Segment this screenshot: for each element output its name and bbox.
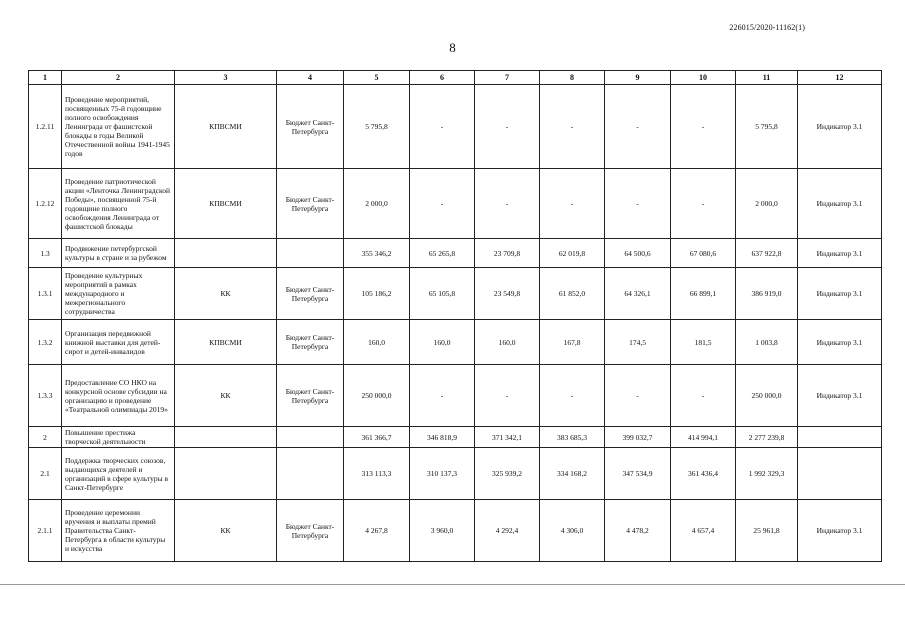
row-value-11: 25 961,8 — [736, 500, 798, 562]
row-value-9: 64 500,6 — [605, 239, 671, 268]
row-value-10: - — [671, 365, 736, 427]
column-header: 10 — [671, 71, 736, 85]
row-value-8: 4 306,0 — [540, 500, 605, 562]
row-executor: КПВСМИ — [175, 85, 277, 169]
row-value-5: 105 186,2 — [344, 268, 410, 320]
scan-fold-line — [0, 584, 905, 586]
row-code: 1.2.12 — [29, 169, 62, 239]
row-value-5: 160,0 — [344, 320, 410, 365]
table-row — [29, 365, 882, 427]
column-header: 9 — [605, 71, 671, 85]
row-value-7: 160,0 — [475, 320, 540, 365]
row-value-10: - — [671, 169, 736, 239]
row-value-6: 3 960,0 — [410, 500, 475, 562]
row-value-6: 346 818,9 — [410, 427, 475, 448]
column-header: 8 — [540, 71, 605, 85]
table-row — [29, 320, 882, 365]
row-executor: КК — [175, 500, 277, 562]
row-value-7: 371 342,1 — [475, 427, 540, 448]
row-code: 1.3.1 — [29, 268, 62, 320]
row-value-6: 160,0 — [410, 320, 475, 365]
row-value-7: - — [475, 365, 540, 427]
column-header: 11 — [736, 71, 798, 85]
row-indicator: Индикатор 3.1 — [798, 365, 882, 427]
column-header: 3 — [175, 71, 277, 85]
row-code: 1.3 — [29, 239, 62, 268]
row-indicator: Индикатор 3.1 — [798, 500, 882, 562]
row-value-9: 4 478,2 — [605, 500, 671, 562]
row-name: Поддержка творческих союзов, выдающихся деятелей и организаций в сфере культуры в Санкт-Петербурге — [62, 448, 175, 500]
row-value-10: 361 436,4 — [671, 448, 736, 500]
row-code: 2.1.1 — [29, 500, 62, 562]
column-header: 7 — [475, 71, 540, 85]
row-value-11: 1 992 329,3 — [736, 448, 798, 500]
row-value-8: 334 168,2 — [540, 448, 605, 500]
row-indicator — [798, 427, 882, 448]
row-value-11: 2 000,0 — [736, 169, 798, 239]
row-source: Бюджет Санкт-Петербурга — [277, 268, 344, 320]
row-name: Повышение престижа творческой деятельности — [62, 427, 175, 448]
row-code: 2.1 — [29, 448, 62, 500]
table-row — [29, 169, 882, 239]
row-code: 1.3.3 — [29, 365, 62, 427]
row-value-11: 637 922,8 — [736, 239, 798, 268]
row-value-10: 67 080,6 — [671, 239, 736, 268]
row-value-7: - — [475, 85, 540, 169]
row-executor: КК — [175, 365, 277, 427]
row-code: 1.2.11 — [29, 85, 62, 169]
row-name: Организация передвижной книжной выставки для детей-сирот и детей-инвалидов — [62, 320, 175, 365]
row-value-9: - — [605, 169, 671, 239]
column-header: 5 — [344, 71, 410, 85]
row-code: 1.3.2 — [29, 320, 62, 365]
column-header: 1 — [29, 71, 62, 85]
row-value-7: 23 549,8 — [475, 268, 540, 320]
column-header: 12 — [798, 71, 882, 85]
document-number: 226015/2020-11162(1) — [729, 23, 805, 32]
row-source: Бюджет Санкт-Петербурга — [277, 320, 344, 365]
column-header: 4 — [277, 71, 344, 85]
row-name: Проведение церемонии вручения и выплаты премий Правительства Санкт-Петербурга в области культуры и искусства — [62, 500, 175, 562]
row-value-10: 414 994,1 — [671, 427, 736, 448]
row-value-11: 250 000,0 — [736, 365, 798, 427]
column-header: 6 — [410, 71, 475, 85]
row-value-5: 250 000,0 — [344, 365, 410, 427]
row-name: Предоставление СО НКО на конкурсной основе субсидии на организацию и проведение «Театральной олимпиады 2019» — [62, 365, 175, 427]
row-indicator: Индикатор 3.1 — [798, 320, 882, 365]
budget-table — [28, 70, 882, 562]
row-source: Бюджет Санкт-Петербурга — [277, 500, 344, 562]
row-source — [277, 239, 344, 268]
row-value-11: 2 277 239,8 — [736, 427, 798, 448]
table-row — [29, 427, 882, 448]
row-executor — [175, 448, 277, 500]
row-value-5: 355 346,2 — [344, 239, 410, 268]
row-value-8: 62 019,8 — [540, 239, 605, 268]
row-indicator: Индикатор 3.1 — [798, 85, 882, 169]
row-source: Бюджет Санкт-Петербурга — [277, 169, 344, 239]
column-header: 2 — [62, 71, 175, 85]
row-value-6: - — [410, 169, 475, 239]
row-name: Продвижение петербургской культуры в стране и за рубежом — [62, 239, 175, 268]
row-value-11: 386 919,0 — [736, 268, 798, 320]
row-value-8: - — [540, 85, 605, 169]
row-executor: КПВСМИ — [175, 320, 277, 365]
row-value-10: 181,5 — [671, 320, 736, 365]
row-executor — [175, 239, 277, 268]
row-value-10: 66 899,1 — [671, 268, 736, 320]
row-name: Проведение мероприятий, посвященных 75-й годовщине полного освобождения Ленинграда от фашистской блокады в годы Великой Отечественной войны 1941-1945 годов — [62, 85, 175, 169]
table-row — [29, 85, 882, 169]
row-executor: КПВСМИ — [175, 169, 277, 239]
row-source — [277, 427, 344, 448]
row-value-5: 313 113,3 — [344, 448, 410, 500]
row-value-11: 1 003,8 — [736, 320, 798, 365]
row-value-5: 4 267,8 — [344, 500, 410, 562]
row-value-7: 23 709,8 — [475, 239, 540, 268]
row-value-10: - — [671, 85, 736, 169]
row-source: Бюджет Санкт-Петербурга — [277, 365, 344, 427]
row-name: Проведение культурных мероприятий в рамках международного и межрегионального сотрудничества — [62, 268, 175, 320]
row-code: 2 — [29, 427, 62, 448]
row-executor: КК — [175, 268, 277, 320]
row-value-5: 2 000,0 — [344, 169, 410, 239]
row-value-8: 383 685,3 — [540, 427, 605, 448]
row-value-8: 167,8 — [540, 320, 605, 365]
table-row — [29, 268, 882, 320]
row-value-10: 4 657,4 — [671, 500, 736, 562]
row-value-5: 5 795,8 — [344, 85, 410, 169]
row-value-9: 64 326,1 — [605, 268, 671, 320]
row-indicator — [798, 448, 882, 500]
page-number: 8 — [449, 40, 456, 55]
table-row — [29, 500, 882, 562]
row-value-9: - — [605, 85, 671, 169]
row-value-7: - — [475, 169, 540, 239]
row-value-11: 5 795,8 — [736, 85, 798, 169]
row-value-8: - — [540, 365, 605, 427]
row-value-7: 4 292,4 — [475, 500, 540, 562]
row-value-6: - — [410, 85, 475, 169]
row-source: Бюджет Санкт-Петербурга — [277, 85, 344, 169]
row-value-8: - — [540, 169, 605, 239]
row-indicator: Индикатор 3.1 — [798, 169, 882, 239]
row-value-6: 65 265,8 — [410, 239, 475, 268]
row-value-9: 174,5 — [605, 320, 671, 365]
row-value-6: - — [410, 365, 475, 427]
row-source — [277, 448, 344, 500]
row-value-9: - — [605, 365, 671, 427]
row-value-9: 347 534,9 — [605, 448, 671, 500]
table-row — [29, 239, 882, 268]
row-value-7: 325 939,2 — [475, 448, 540, 500]
row-value-6: 310 137,3 — [410, 448, 475, 500]
table-header-row — [29, 71, 882, 85]
row-value-5: 361 366,7 — [344, 427, 410, 448]
row-name: Проведение патриотической акции «Ленточка Ленинградской Победы», посвященной 75-й годовщине полного освобождения Ленинграда от фашистской блокады — [62, 169, 175, 239]
row-indicator: Индикатор 3.1 — [798, 239, 882, 268]
row-executor — [175, 427, 277, 448]
row-value-9: 399 032,7 — [605, 427, 671, 448]
table-row — [29, 448, 882, 500]
row-value-8: 61 852,0 — [540, 268, 605, 320]
row-indicator: Индикатор 3.1 — [798, 268, 882, 320]
row-value-6: 65 105,8 — [410, 268, 475, 320]
